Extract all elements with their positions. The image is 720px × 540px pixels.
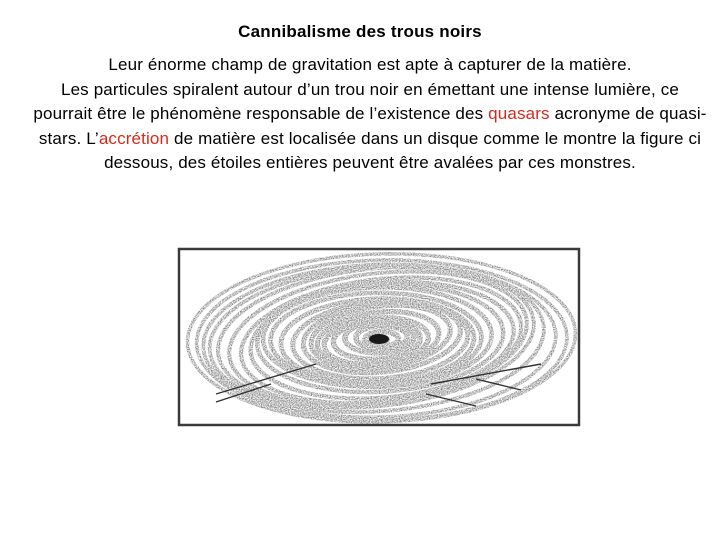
- paragraph-text-4: de matière est localisée dans un disque comme le montre la figure ci dessous, des étoiles entières peuvent être avalées par ces monstres.: [104, 128, 702, 172]
- black-hole-core: [369, 334, 389, 344]
- slide-title: Cannibalisme des trous noirs: [238, 22, 482, 41]
- accretion-disk-figure: [176, 244, 584, 430]
- paragraph-text-2: Les particules spiralent autour d’un trou noir en émettant une intense lumière, ce pourrait être le phénomène responsable de l’existence des: [33, 79, 680, 123]
- term-accretion: accrétion: [98, 128, 170, 148]
- slide-paragraph: [30, 53, 710, 176]
- paragraph-text-1: Leur énorme champ de gravitation est apte à capturer de la matière.: [108, 55, 632, 74]
- accretion-disk-sketch: [176, 244, 584, 430]
- paragraph-text-3: acronyme de quasi-stars. L’: [38, 104, 707, 148]
- term-quasars: quasars: [488, 104, 550, 123]
